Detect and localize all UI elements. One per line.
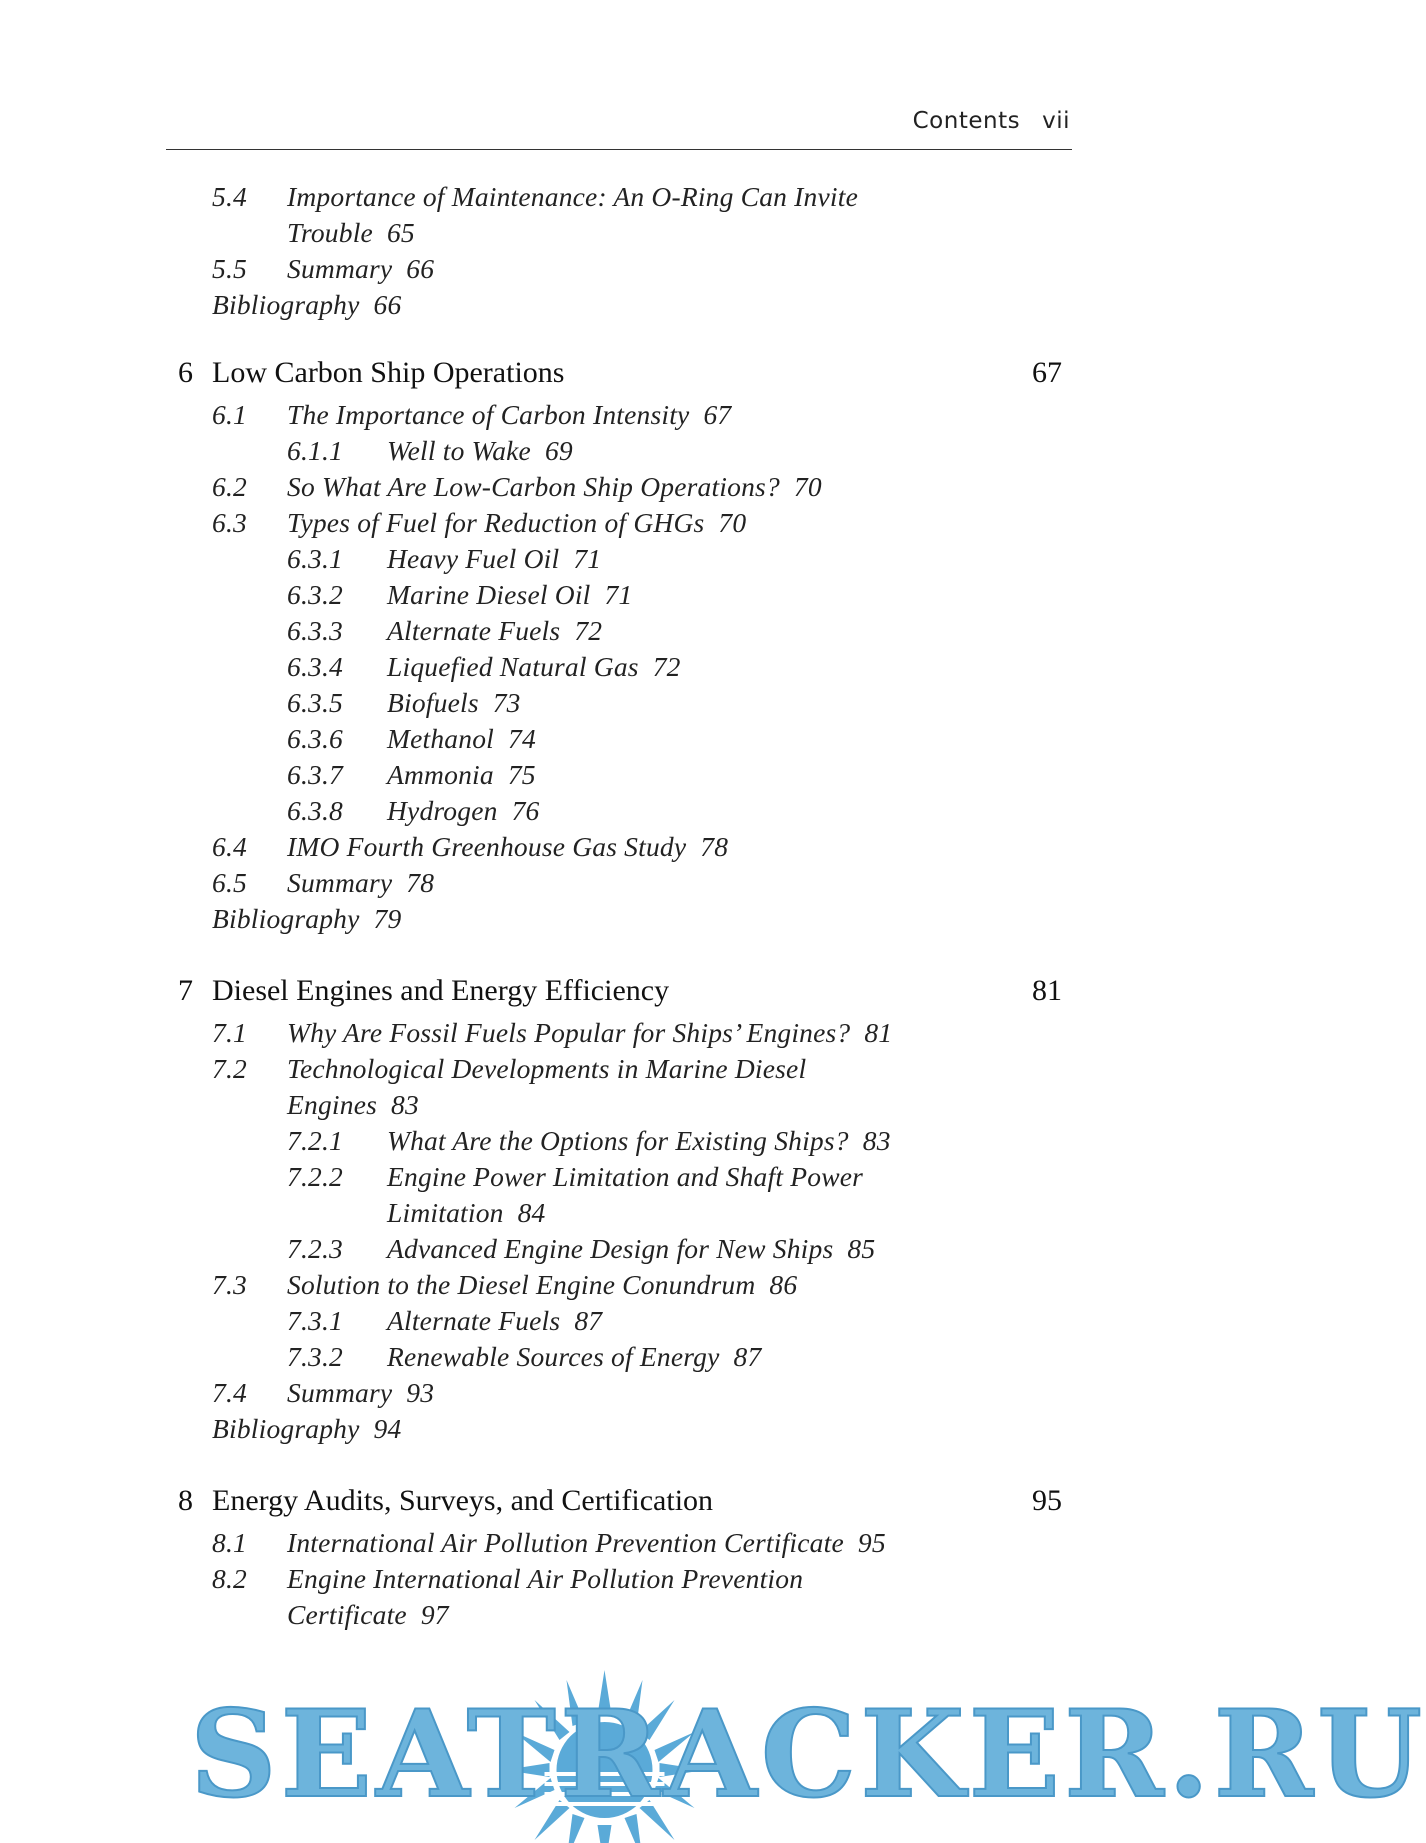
chapter-title: Diesel Engines and Energy Efficiency [212, 974, 670, 1007]
toc-entry-page: 76 [511, 795, 540, 826]
toc-entry-number: 7.4 [212, 1377, 247, 1408]
toc-entry-number: 6.3.7 [287, 759, 343, 790]
chapter-page: 67 [1032, 356, 1062, 389]
toc-entry-5-4-cont[interactable] [287, 215, 415, 251]
toc-entry-number: 7.3 [212, 1269, 247, 1300]
toc-entry-page: 78 [406, 867, 435, 898]
toc-entry-page: 94 [373, 1413, 402, 1444]
toc-entry-title: Advanced Engine Design for New Ships [387, 1233, 834, 1264]
toc-entry-7-2-cont[interactable] [287, 1087, 419, 1123]
toc-entry-page: 87 [574, 1305, 603, 1336]
toc-entry-title: Biofuels [387, 687, 479, 718]
toc-entry-title: Limitation [387, 1197, 504, 1228]
toc-entry-title: Ammonia [387, 759, 494, 790]
toc-entry-title: Marine Diesel Oil [387, 579, 591, 610]
toc-entry-number: 6.2 [212, 471, 247, 502]
toc-entry-title: Importance of Maintenance: An O-Ring Can Invite [287, 181, 858, 212]
toc-entry-page: 75 [507, 759, 536, 790]
toc-entry-page: 70 [718, 507, 747, 538]
watermark-text: SEATRACKER.RU [190, 1684, 1426, 1825]
toc-entry-title: Summary [287, 253, 393, 284]
toc-entry-title: Alternate Fuels [387, 1305, 561, 1336]
toc-entry-title: IMO Fourth Greenhouse Gas Study [287, 831, 687, 862]
toc-entry-page: 69 [544, 435, 573, 466]
toc-entry-page: 86 [769, 1269, 798, 1300]
toc-entry-page: 66 [373, 289, 402, 320]
toc-entry-title: Solution to the Diesel Engine Conundrum [287, 1269, 756, 1300]
chapter-number: 8 [178, 1484, 193, 1517]
toc-entry-number: 7.3.1 [287, 1305, 343, 1336]
toc-entry-page: 85 [847, 1233, 876, 1264]
toc-entry-title: Summary [287, 867, 393, 898]
chapter-title: Low Carbon Ship Operations [212, 356, 565, 389]
toc-entry-title: Hydrogen [387, 795, 498, 826]
chapter-title: Energy Audits, Surveys, and Certification [212, 1484, 714, 1517]
toc-entry-number: 7.2.1 [287, 1125, 343, 1156]
toc-entry-number: 7.2 [212, 1053, 247, 1084]
toc-entry-title: Renewable Sources of Energy [387, 1341, 720, 1372]
toc-entry-bibliography-5[interactable] [212, 287, 401, 323]
toc-entry-page: 72 [652, 651, 681, 682]
toc-entry-number: 5.4 [212, 181, 247, 212]
toc-entry-title: Bibliography [212, 289, 360, 320]
running-head [166, 108, 1070, 134]
chapter-number: 7 [178, 974, 193, 1007]
toc-entry-title: Engines [287, 1089, 377, 1120]
toc-entry-page: 71 [573, 543, 602, 574]
toc-entry-number: 6.3.1 [287, 543, 343, 574]
toc-entry-number: 7.3.2 [287, 1341, 343, 1372]
toc-entry-page: 70 [793, 471, 822, 502]
toc-entry-bibliography-7[interactable] [212, 1411, 401, 1447]
toc-entry-page: 78 [700, 831, 729, 862]
chapter-page: 81 [1032, 974, 1062, 1007]
toc-entry-page: 93 [406, 1377, 435, 1408]
toc-entry-page: 66 [406, 253, 435, 284]
toc-entry-number: 6.3.6 [287, 723, 343, 754]
toc-entry-number: 6.1 [212, 399, 247, 430]
toc-entry-title: Trouble [287, 217, 373, 248]
toc-entry-number: 6.3.4 [287, 651, 343, 682]
toc-entry-title: Types of Fuel for Reduction of GHGs [287, 507, 705, 538]
toc-entry-page: 65 [386, 217, 415, 248]
toc-entry-page: 95 [857, 1527, 886, 1558]
toc-entry-number: 8.2 [212, 1563, 247, 1594]
toc-entry-title: Certificate [287, 1599, 407, 1630]
toc-entry-page: 67 [703, 399, 732, 430]
toc-entry-title: So What Are Low-Carbon Ship Operations? [287, 471, 780, 502]
toc-entry-number: 7.2.2 [287, 1161, 343, 1192]
toc-entry-title: Summary [287, 1377, 393, 1408]
toc-entry-title: Methanol [387, 723, 494, 754]
toc-entry-page: 81 [864, 1017, 893, 1048]
toc-entry-title: International Air Pollution Prevention Certificate [287, 1527, 844, 1558]
toc-entry-number: 8.1 [212, 1527, 247, 1558]
toc-entry-title: Why Are Fossil Fuels Popular for Ships’ Engines? [287, 1017, 851, 1048]
toc-entry-8-2-cont[interactable] [287, 1597, 449, 1633]
header-rule [166, 149, 1072, 150]
toc-entry-page: 71 [604, 579, 633, 610]
toc-entry-page: 84 [517, 1197, 546, 1228]
toc-entry-title: Heavy Fuel Oil [387, 543, 560, 574]
toc-entry-page: 79 [373, 903, 402, 934]
toc-entry-number: 7.2.3 [287, 1233, 343, 1264]
toc-entry-page: 83 [391, 1089, 419, 1120]
toc-entry-page: 73 [492, 687, 521, 718]
toc-entry-number: 6.5 [212, 867, 247, 898]
toc-entry-number: 6.3 [212, 507, 247, 538]
toc-entry-title: Engine Power Limitation and Shaft Power [387, 1161, 864, 1192]
toc-entry-page: 87 [733, 1341, 762, 1372]
running-head-page: vii [1042, 108, 1070, 134]
chapter-number: 6 [178, 356, 193, 389]
toc-entry-title: Liquefied Natural Gas [387, 651, 639, 682]
toc-entry-title: Bibliography [212, 903, 360, 934]
toc-entry-title: Well to Wake [387, 435, 531, 466]
toc-entry-title: Bibliography [212, 1413, 360, 1444]
toc-entry-title: Engine International Air Pollution Prevention [287, 1563, 804, 1594]
toc-entry-number: 5.5 [212, 253, 247, 284]
toc-entry-7-2-2-cont[interactable] [387, 1195, 546, 1231]
toc-entry-title: What Are the Options for Existing Ships? [387, 1125, 849, 1156]
toc-entry-bibliography-6[interactable] [212, 901, 401, 937]
toc-entry-page: 74 [508, 723, 536, 754]
toc-entry-number: 7.1 [212, 1017, 247, 1048]
toc-entry-title: The Importance of Carbon Intensity [287, 399, 690, 430]
toc-entry-page: 83 [862, 1125, 891, 1156]
toc-entry-number: 6.3.5 [287, 687, 343, 718]
toc-entry-number: 6.3.2 [287, 579, 343, 610]
toc-entry-page: 97 [420, 1599, 449, 1630]
chapter-page: 95 [1032, 1484, 1062, 1517]
toc-entry-title: Alternate Fuels [387, 615, 561, 646]
toc-entry-title: Technological Developments in Marine Diesel [287, 1053, 807, 1084]
toc-entry-number: 6.4 [212, 831, 247, 862]
toc-entry-page: 72 [574, 615, 603, 646]
toc-entry-number: 6.1.1 [287, 435, 343, 466]
toc-entry-number: 6.3.8 [287, 795, 343, 826]
running-head-label: Contents [912, 108, 1021, 134]
toc-entry-number: 6.3.3 [287, 615, 343, 646]
